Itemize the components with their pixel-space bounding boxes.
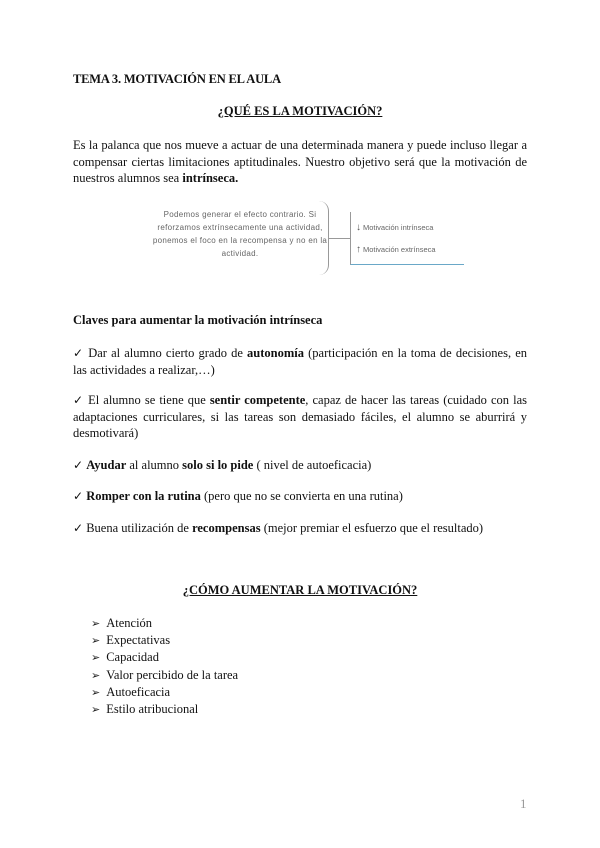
bullet-rutina bbox=[73, 488, 527, 505]
bullet-ayudar bbox=[73, 457, 527, 474]
bullet-text: , capaz de hacer las tareas (cuidado con las adaptaciones curriculares, si las tareas son demasiado fáciles, el alumno se aburrirá y desmotivará) bbox=[73, 393, 528, 440]
list-item-label: Valor percibido de la tarea bbox=[106, 667, 239, 682]
list-item-label: Atención bbox=[106, 616, 153, 630]
check-icon: ✓ bbox=[73, 489, 84, 503]
bullet-bold: sentir competente bbox=[209, 393, 306, 407]
list-item-label: Autoeficacia bbox=[106, 684, 171, 699]
arrowhead-icon: ➢ bbox=[91, 634, 101, 648]
arrowhead-icon: ➢ bbox=[91, 651, 101, 665]
bullet-bold: Ayudar bbox=[86, 458, 127, 472]
arrowhead-icon: ➢ bbox=[91, 703, 101, 717]
diagram-item-label: Motivación intrínseca bbox=[363, 223, 434, 232]
page-number: 1 bbox=[520, 796, 527, 811]
bullet-autonomia bbox=[73, 345, 527, 378]
bullet-text: Dar al alumno cierto grado de bbox=[84, 346, 248, 360]
bullet-text: Buena utilización de bbox=[83, 521, 193, 535]
arrow-up-icon: ↑ bbox=[356, 244, 361, 255]
bullet-text: al alumno bbox=[126, 458, 183, 472]
check-icon: ✓ bbox=[73, 346, 85, 360]
arrowhead-icon: ➢ bbox=[91, 668, 101, 682]
list-item bbox=[91, 701, 238, 718]
diagram-item-extrinseca bbox=[356, 244, 436, 255]
document-title: TEMA 3. MOTIVACIÓN EN EL AULA bbox=[73, 72, 281, 86]
diagram-item-intrinseca bbox=[356, 222, 433, 233]
bullet-bold: recompensas bbox=[192, 521, 261, 535]
arrow-down-icon: ↓ bbox=[356, 222, 361, 233]
bullet-bold: autonomía bbox=[247, 346, 304, 360]
list-item bbox=[91, 615, 238, 632]
bullet-competente bbox=[73, 392, 527, 442]
diagram-right-box bbox=[350, 212, 464, 265]
list-item-label: Capacidad bbox=[106, 650, 159, 665]
bullet-text: (participación en la toma de decisiones, en las actividades a realizar,…) bbox=[73, 346, 528, 377]
bullet-text: (pero que no se convierta en una rutina) bbox=[200, 489, 403, 503]
list-item-label: Expectativas bbox=[106, 633, 171, 648]
arrowhead-icon: ➢ bbox=[91, 685, 101, 699]
list-item bbox=[91, 632, 238, 649]
claves-heading: Claves para aumentar la motivación intrínseca bbox=[73, 313, 323, 327]
bullet-text: ( nivel de autoeficacia) bbox=[253, 458, 372, 472]
bullet-bold: Romper con la rutina bbox=[86, 489, 201, 503]
list-item bbox=[91, 667, 238, 684]
intro-paragraph bbox=[73, 137, 527, 187]
bullet-text: (mejor premiar el esfuerzo que el resultado) bbox=[260, 521, 484, 535]
bullet-recompensas bbox=[73, 520, 527, 537]
list-item bbox=[91, 684, 238, 701]
section-heading-como-aumentar: ¿CÓMO AUMENTAR LA MOTIVACIÓN? bbox=[182, 583, 418, 597]
diagram-item-label: Motivación extrínseca bbox=[363, 245, 436, 254]
intro-text: Es la palanca que nos mueve a actuar de una determinada manera y puede incluso llegar a compensar ciertas limitaciones aptitudinales. Nuestro objetivo será que la motivación de nuestros alumnos sea bbox=[73, 138, 527, 185]
list-item-label: Estilo atribucional bbox=[106, 702, 199, 717]
motivation-diagram bbox=[150, 198, 466, 280]
list-item bbox=[91, 649, 238, 666]
bullet-text: El alumno se tiene que bbox=[84, 393, 210, 407]
diagram-connector bbox=[328, 238, 350, 239]
diagram-left-text: Podemos generar el efecto contrario. Si reforzamos extrínsecamente una actividad, ponemos el foco en la recompensa y no en la actividad. bbox=[152, 210, 328, 258]
check-icon: ✓ bbox=[73, 393, 85, 407]
intro-bold: intrínseca. bbox=[182, 171, 239, 185]
bullet-bold: solo si lo pide bbox=[182, 458, 254, 472]
arrowhead-icon: ➢ bbox=[91, 617, 101, 630]
check-icon: ✓ bbox=[73, 521, 84, 535]
check-icon: ✓ bbox=[73, 458, 84, 472]
factors-list bbox=[91, 615, 238, 718]
section-heading-que-es: ¿QUÉ ES LA MOTIVACIÓN? bbox=[217, 104, 383, 118]
